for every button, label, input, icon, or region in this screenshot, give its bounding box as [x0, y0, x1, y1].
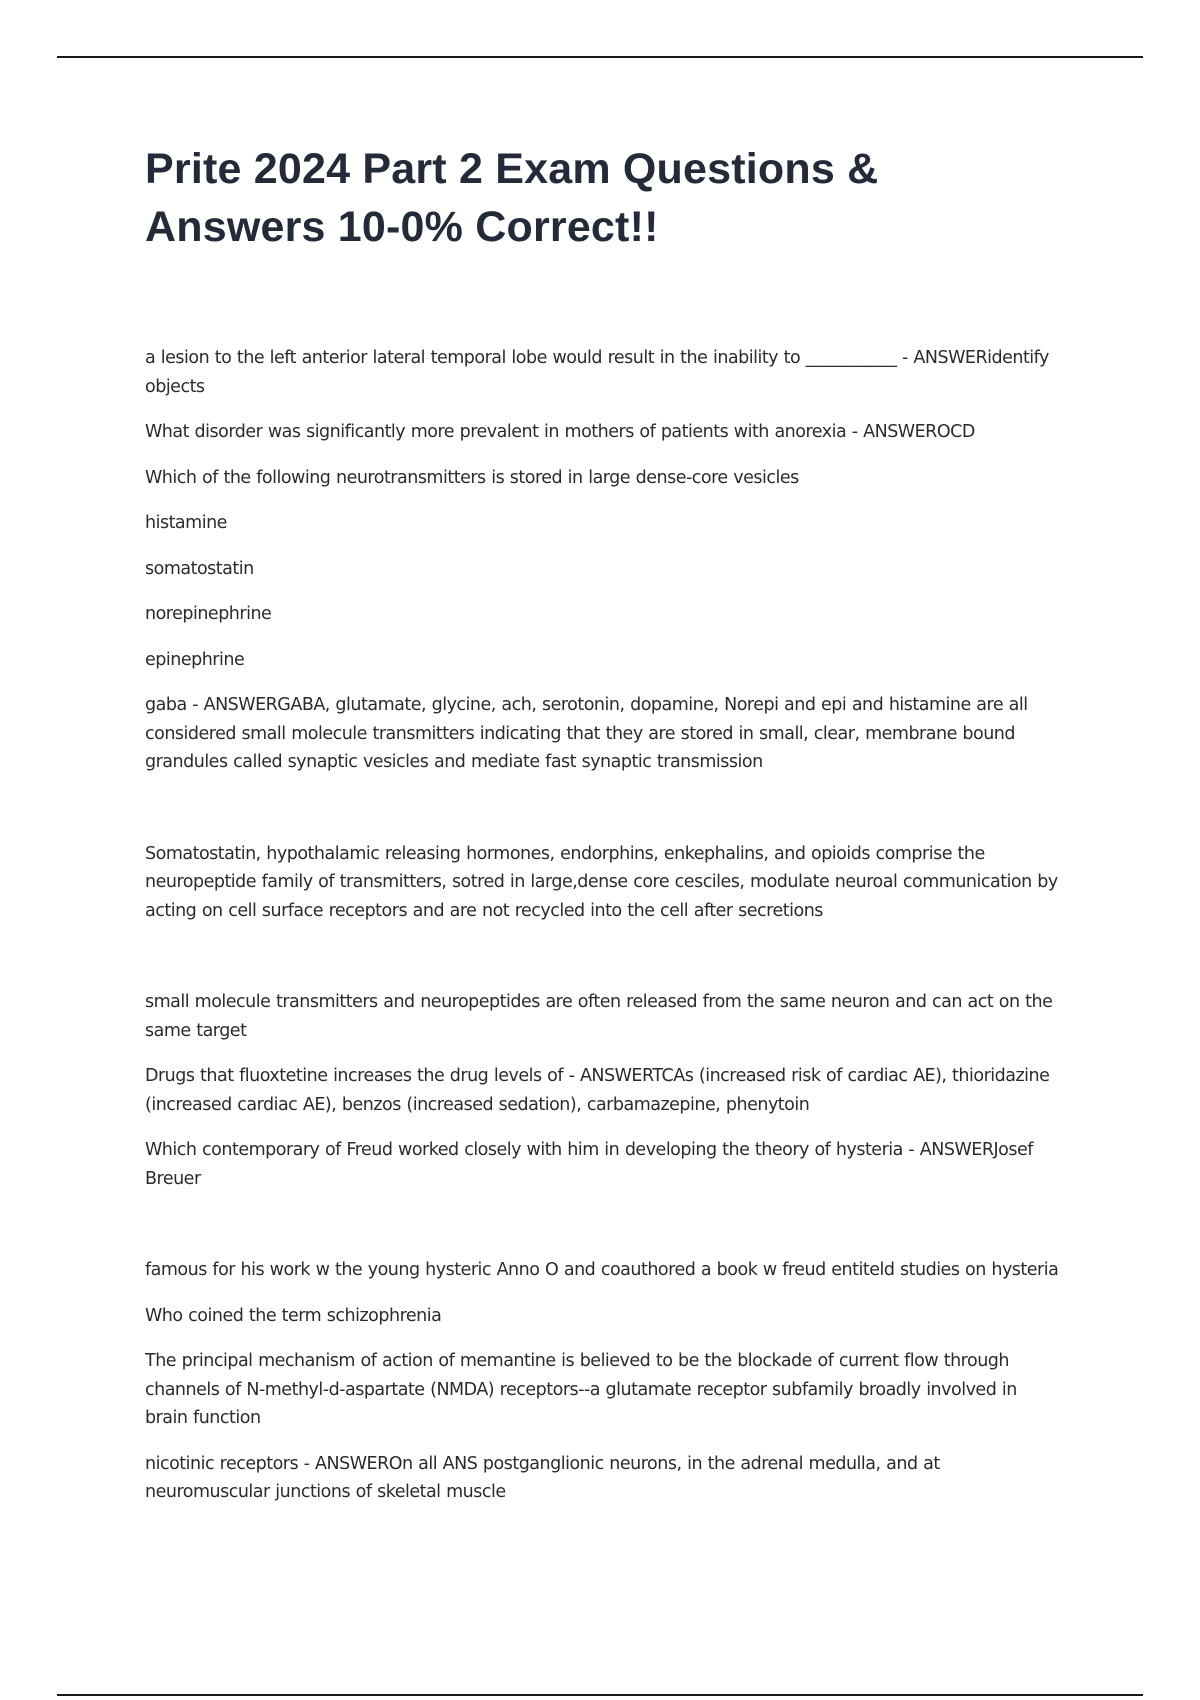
answer-option: somatostatin [145, 558, 254, 579]
answer-option: histamine [145, 513, 227, 533]
qa-content [145, 344, 1060, 1507]
qa-paragraph: small molecule transmitters and neuropeptides are often released from the same neuron and can act on the same target [145, 992, 1053, 1041]
qa-paragraph: The principal mechanism of action of memantine is believed to be the blockade of current flow through channels of N-methyl-d-aspartate (NMDA) receptors--a glutamate receptor subfamily broadly involved in brain function [145, 1351, 1017, 1428]
qa-paragraph: Who coined the term schizophrenia [145, 1305, 442, 1326]
qa-paragraph: gaba - ANSWERGABA, glutamate, glycine, ach, serotonin, dopamine, Norepi and epi and histamine are all considered small molecule transmitters indicating that they are stored in small, clear, membrane bound grandules called synaptic vesicles and mediate fast synaptic transmission [145, 695, 1028, 772]
title-line-1: Prite 2024 Part 2 Exam Questions & [145, 145, 879, 193]
answer-option: norepinephrine [145, 604, 272, 624]
document-title [145, 140, 1060, 256]
title-line-2: Answers 10-0% Correct!! [145, 203, 659, 251]
qa-paragraph: Somatostatin, hypothalamic releasing hormones, endorphins, enkephalins, and opioids comprise the neuropeptide family of transmitters, sotred in large,dense core cesciles, modulate neuroal communication by acting on cell surface receptors and are not recycled into the cell after secretions [145, 843, 1058, 921]
qa-paragraph: Drugs that fluoxtetine increases the drug levels of - ANSWERTCAs (increased risk of cardiac AE), thioridazine (increased cardiac AE), benzos (increased sedation), carbamazepine, phenytoin [145, 1066, 1050, 1115]
footer-rule [57, 1694, 1143, 1696]
qa-paragraph: famous for his work w the young hysteric Anno O and coauthored a book w freud entiteld studies on hysteria [145, 1260, 1059, 1280]
qa-paragraph: Which of the following neurotransmitters is stored in large dense-core vesicles [145, 467, 799, 488]
qa-paragraph: What disorder was significantly more prevalent in mothers of patients with anorexia - ANSWEROCD [145, 422, 975, 442]
qa-paragraph: Which contemporary of Freud worked closely with him in developing the theory of hysteria - ANSWERJosef Breuer [145, 1140, 1033, 1189]
qa-paragraph: nicotinic receptors - ANSWEROn all ANS postganglionic neurons, in the adrenal medulla, and at neuromuscular junctions of skeletal muscle [145, 1453, 940, 1502]
header-rule [57, 56, 1143, 58]
document-body [145, 140, 1060, 1524]
answer-option: epinephrine [145, 649, 245, 670]
qa-paragraph: a lesion to the left anterior lateral temporal lobe would result in the inability to ___________ - ANSWERidentify objects [145, 348, 1049, 397]
